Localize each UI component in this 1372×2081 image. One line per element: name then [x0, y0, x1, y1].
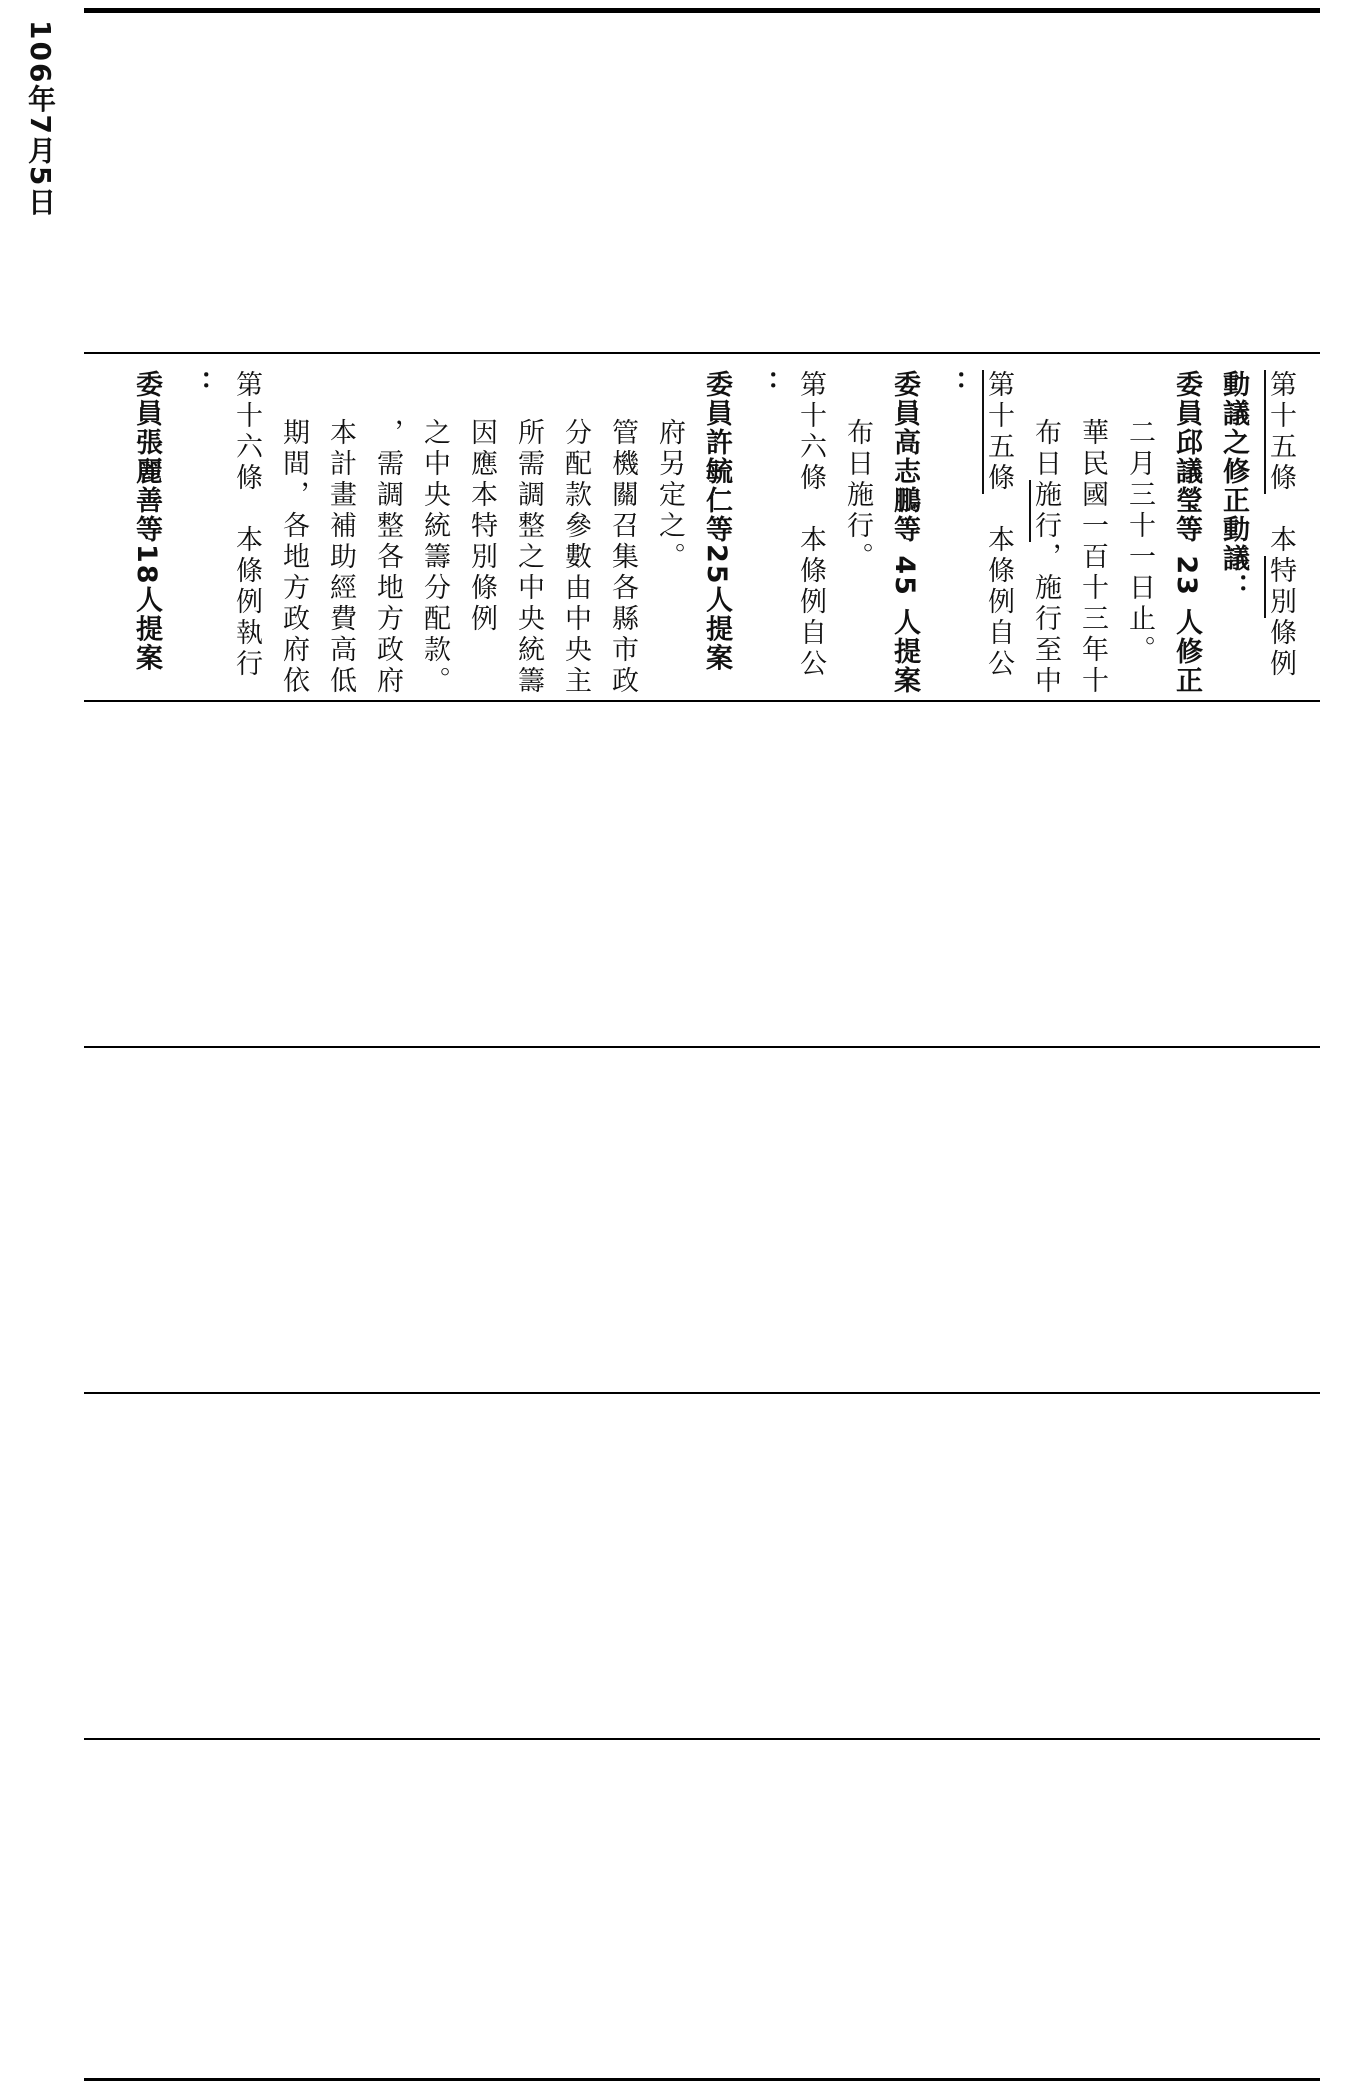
art15b-special: 特別: [1265, 556, 1296, 618]
art16a-line1: 第十六條 本條例執行: [231, 370, 262, 680]
art15a-line1-text: 本條例自公: [983, 494, 1014, 680]
art15b-article-no: 第十五條: [1265, 370, 1296, 494]
proposal-block: [84, 370, 1320, 697]
divider-1: [84, 352, 1320, 354]
heading-hsu: 委員許毓仁等25人提案: [701, 370, 732, 673]
divider-4: [84, 1392, 1320, 1394]
art15a-article-no: 第十五條: [983, 370, 1014, 494]
page-date: 106年7月5日: [24, 20, 57, 218]
divider-3: [84, 1046, 1320, 1048]
art16a-line2: 期間，各地方政府依: [278, 418, 309, 697]
art16c-line1: 第十六條 本條例自公: [795, 370, 826, 680]
art15a-line2-underlined: 施行: [1030, 480, 1061, 542]
art16b-line2: 所需調整之中央統籌: [513, 418, 544, 697]
art15a-line2: [1032, 370, 1059, 763]
divider-5: [84, 1738, 1320, 1740]
art15a-line1: [985, 370, 1012, 715]
heading-zhang: 委員張麗善等18人提案: [131, 370, 162, 673]
art16a-line3: 本計畫補助經費高低: [325, 418, 356, 697]
heading-chiu-1: 委員邱議瑩等 23 人修正: [1171, 370, 1202, 696]
art16b-line1: 因應本特別條例: [466, 418, 497, 635]
art16b-line5: 府另定之。: [654, 418, 685, 573]
art15a-line2-pre: 布日: [1030, 418, 1061, 480]
art15a-line2-rest: ，施行至中: [1030, 542, 1061, 697]
art15b-line1: [1267, 370, 1294, 715]
art16b-line4: 管機關召集各縣市政: [607, 418, 638, 697]
art15a-line4: 二月三十一日止。: [1124, 418, 1155, 666]
colon-zhang: ：: [181, 370, 212, 399]
art15b-mid: 本: [1265, 494, 1296, 556]
heading-kao: 委員高志鵬等 45 人提案: [889, 370, 920, 696]
art16b-line3: 分配款參數由中央主: [560, 418, 591, 697]
colon-kao: ：: [936, 370, 967, 399]
heading-chiu-2: 動議之修正動議：: [1218, 370, 1249, 602]
art16a-line4: ，需調整各地方政府: [372, 418, 403, 697]
colon-hsu: ：: [748, 370, 779, 399]
art16a-line5: 之中央統籌分配款。: [419, 418, 450, 697]
art15a-line3: 華民國一百十三年十: [1077, 418, 1108, 697]
divider-2: [84, 700, 1320, 702]
art15b-rest: 條例: [1265, 618, 1296, 680]
top-rule: [84, 8, 1320, 13]
art16c-line2: 布日施行。: [842, 418, 873, 573]
